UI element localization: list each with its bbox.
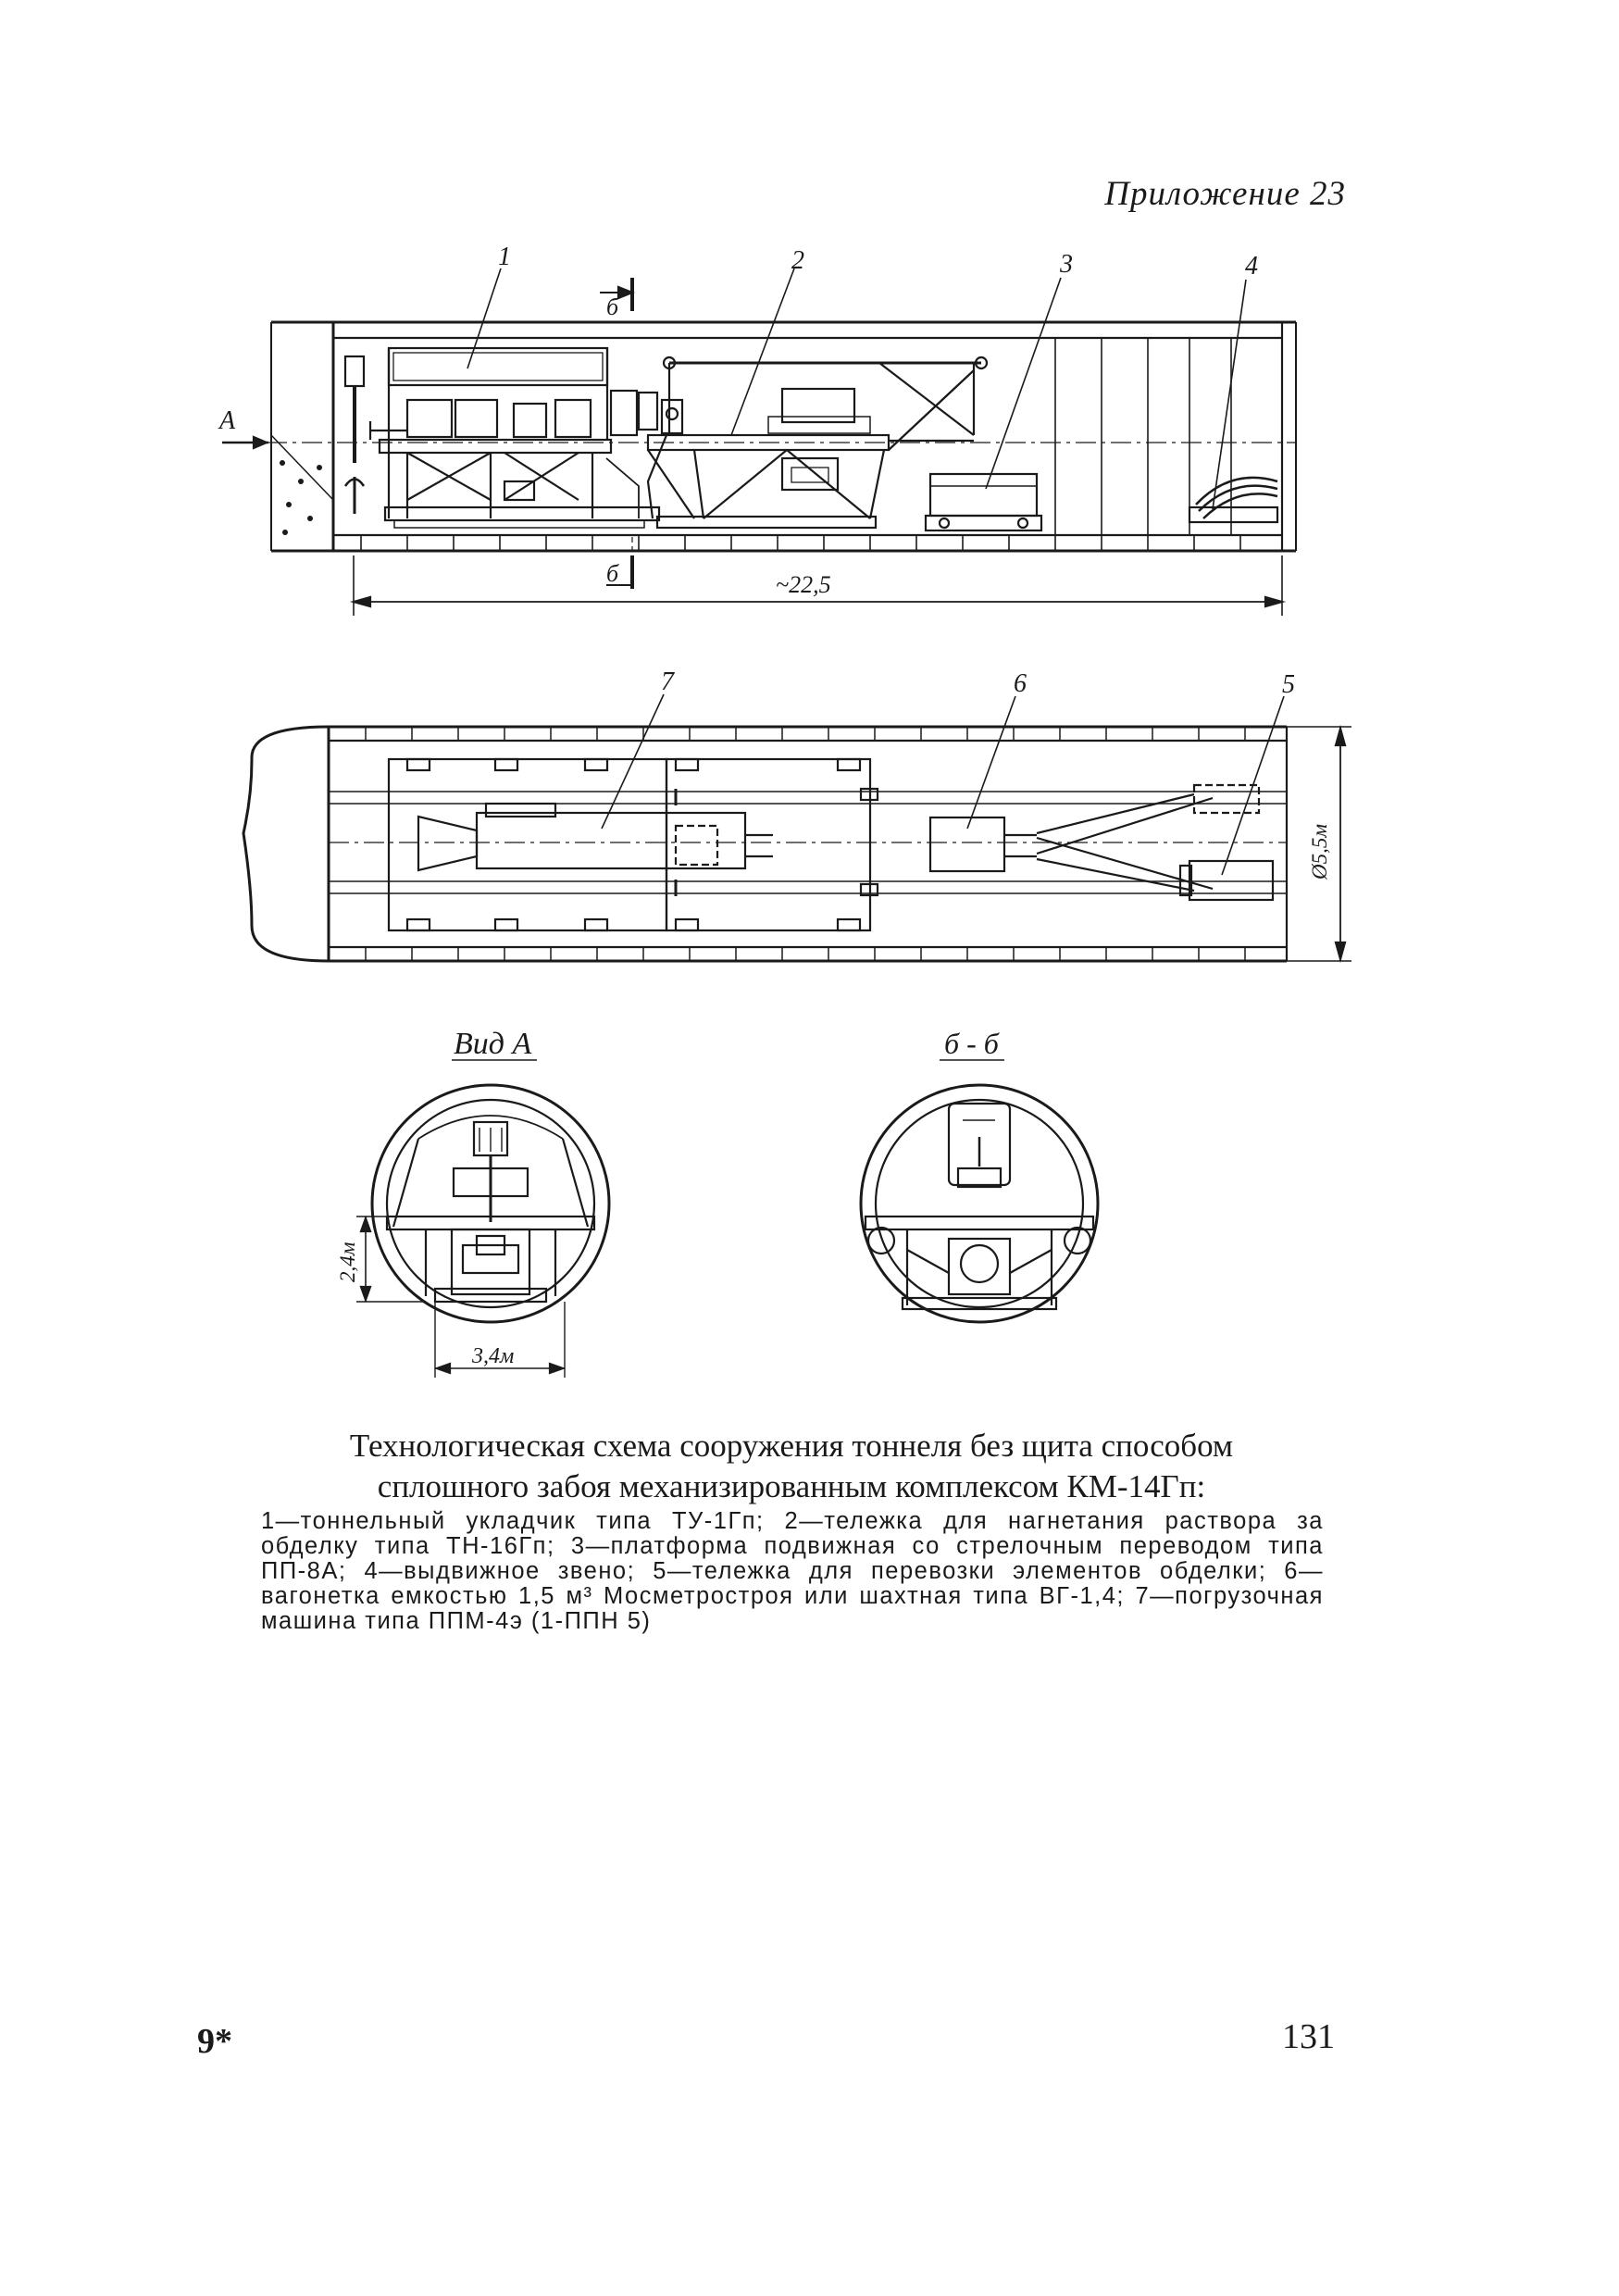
length-dimension: ~22,5 bbox=[776, 571, 831, 598]
plan-view bbox=[243, 694, 1351, 961]
figure-legend: 1—тоннельный укладчик типа ТУ-1Гп; 2—тележка для нагнетания раствора за обделку типа ТН-16Гп; 3—платформа подвижная со стрелочным переводом типа ПП-8А; 4—выдвижное звено; 5—тележка для перевозки элементов обделки; 6—вагонетка емкостью 1,5 м³ Мосметростроя или шахтная типа ВГ-1,4; 7—погрузочная машина типа ППМ-4э (1-ППН 5) bbox=[261, 1508, 1324, 1634]
side-view bbox=[222, 268, 1296, 616]
view-a-width-dimension: 3,4м bbox=[472, 1344, 515, 1368]
section-bb bbox=[861, 1060, 1098, 1322]
view-a bbox=[356, 1060, 609, 1378]
callout-2: 2 bbox=[791, 246, 804, 275]
view-a-labels bbox=[336, 1027, 531, 1368]
callout-6: 6 bbox=[1014, 669, 1027, 698]
page-number: 131 bbox=[1282, 2017, 1335, 2056]
signature-mark: 9* bbox=[197, 2022, 232, 2061]
caption-line-1: Технологическая схема сооружения тоннеля без щита способом bbox=[349, 1428, 1234, 1464]
section-mark-top: б bbox=[606, 293, 619, 320]
view-a-arrow-label: А bbox=[219, 406, 236, 435]
appendix-label: Приложение 23 bbox=[1104, 175, 1346, 213]
section-bb-labels bbox=[944, 1027, 1000, 1060]
section-mark-bottom: б bbox=[606, 560, 619, 587]
diameter-dimension: Ø5,5м bbox=[1308, 823, 1331, 880]
callout-4: 4 bbox=[1245, 252, 1258, 281]
caption-line-2: сплошного забоя механизированным комплексом КМ-14Гп: bbox=[377, 1468, 1206, 1504]
callout-3: 3 bbox=[1060, 250, 1073, 279]
callout-7: 7 bbox=[661, 668, 674, 696]
view-a-title: Вид А bbox=[454, 1027, 532, 1061]
section-bb-title: б - б bbox=[944, 1027, 999, 1060]
callout-5: 5 bbox=[1282, 670, 1295, 699]
figure-caption bbox=[264, 1426, 1319, 1507]
view-a-height-dimension: 2,4м bbox=[336, 1242, 359, 1282]
callout-1: 1 bbox=[498, 243, 511, 271]
